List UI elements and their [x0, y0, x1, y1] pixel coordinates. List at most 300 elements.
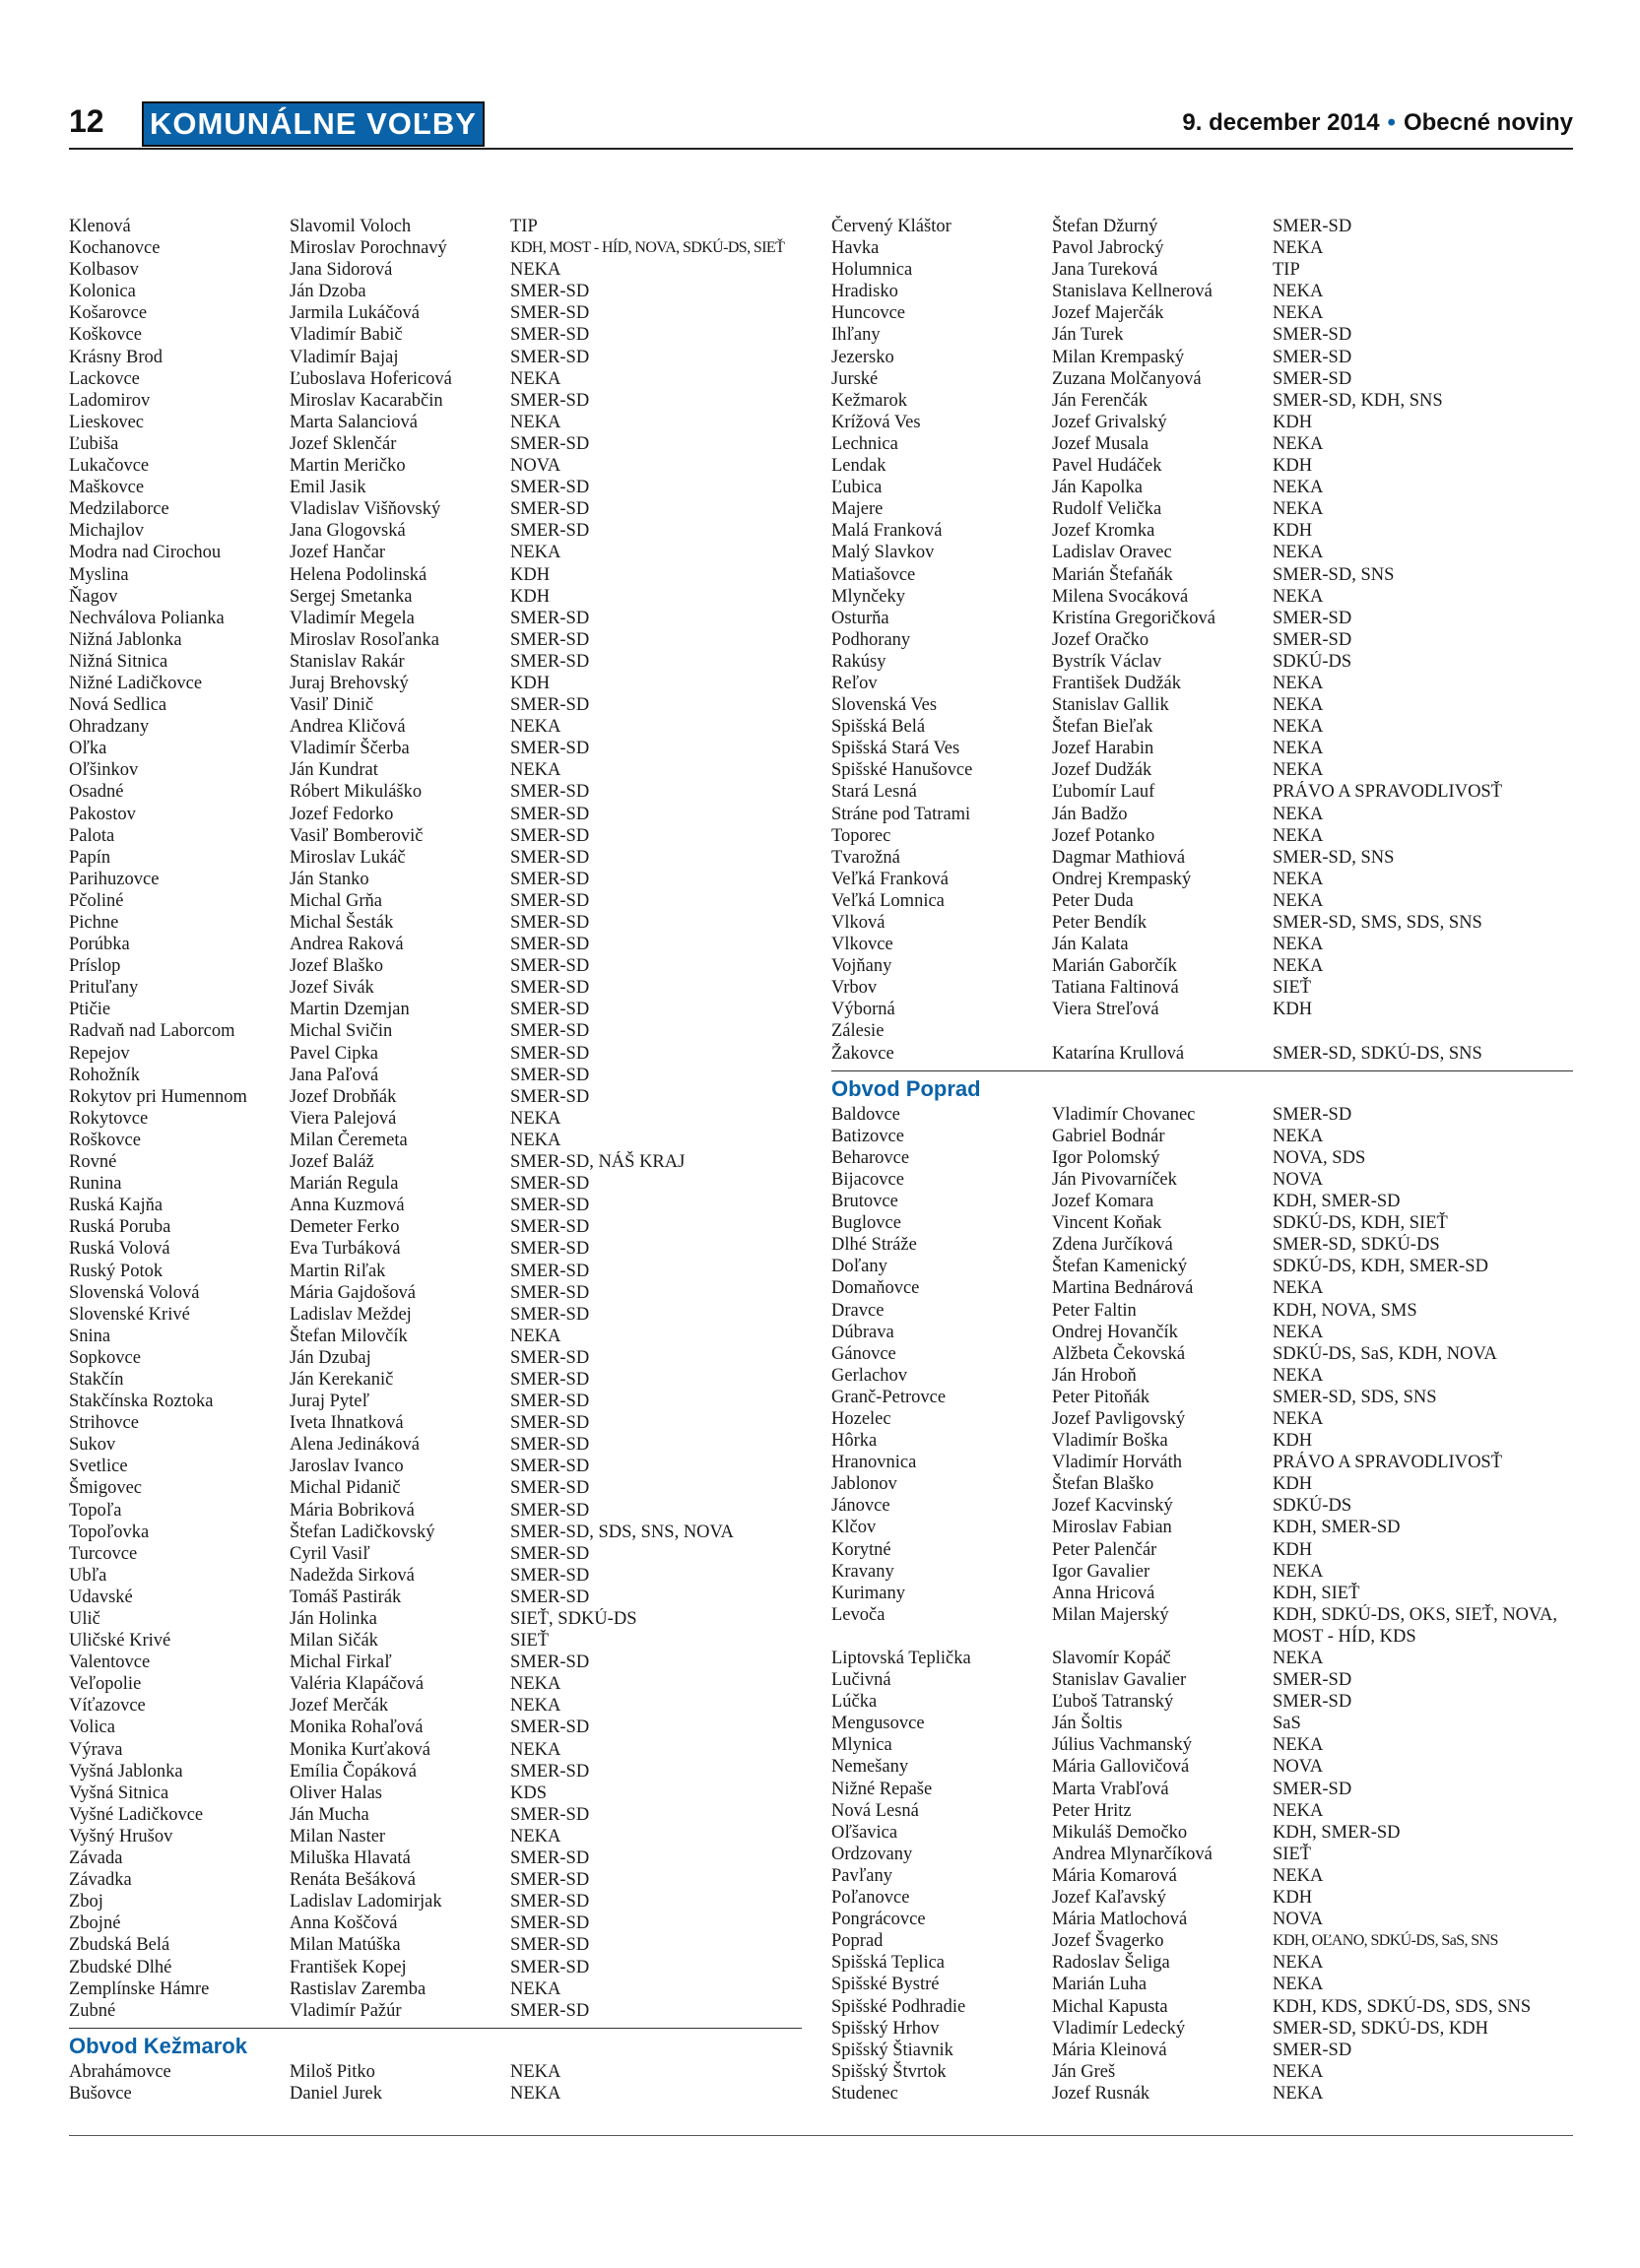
party-cell: KDH, SIEŤ — [1273, 1583, 1360, 1603]
municipality-cell: Runina — [69, 1174, 122, 1195]
municipality-cell: Baldovce — [831, 1104, 900, 1125]
party-cell: NEKA — [1273, 739, 1324, 759]
mayor-cell: Ján Mucha — [290, 1804, 369, 1825]
municipality-cell: Papín — [69, 847, 111, 868]
municipality-cell: Kolonica — [69, 282, 136, 302]
mayor-cell: Vasiľ Dinič — [290, 695, 374, 716]
table-row — [831, 1495, 1573, 1517]
party-cell: NEKA — [510, 412, 561, 432]
mayor-cell: Jozef Baláž — [290, 1152, 374, 1173]
mayor-cell: František Kopej — [290, 1957, 407, 1977]
party-cell: SMER-SD — [510, 913, 590, 933]
party-cell: SMER-SD — [510, 1957, 590, 1977]
mayor-cell: Ladislav Oravec — [1052, 543, 1172, 563]
footer-rule — [69, 2135, 1573, 2136]
municipality-cell: Kolbasov — [69, 260, 139, 281]
table-row — [831, 1844, 1573, 1865]
mayor-cell: Miroslav Rosoľanka — [290, 629, 439, 650]
party-cell: SMER-SD, SMS, SDS, SNS — [1273, 913, 1482, 933]
page-number: 12 — [69, 103, 104, 139]
table-row — [831, 368, 1573, 390]
municipality-cell: Liptovská Teplička — [831, 1649, 971, 1668]
table-row — [831, 1191, 1573, 1212]
municipality-cell: Košarovce — [69, 303, 148, 324]
municipality-cell: Výborná — [831, 1000, 895, 1020]
municipality-cell: Spišský Hrhov — [831, 2018, 940, 2039]
table-row — [69, 1782, 802, 1804]
mayor-cell: Jozef Potanko — [1052, 825, 1155, 846]
party-cell: KDH — [1273, 1000, 1313, 1020]
mayor-cell: Ľuboš Tatranský — [1052, 1692, 1174, 1713]
municipality-cell: Nová Sedlica — [69, 695, 167, 716]
table-row — [69, 1216, 802, 1238]
issue-date: 9. december 2014 — [1182, 109, 1380, 136]
mayor-cell: Ján Ferenčák — [1052, 390, 1148, 411]
table-row — [831, 1800, 1573, 1822]
mayor-cell: Vladimír Ščerba — [290, 739, 410, 759]
municipality-cell: Udavské — [69, 1587, 133, 1607]
municipality-cell: Holumnica — [831, 260, 913, 281]
table-row — [831, 716, 1573, 738]
table-row — [69, 1891, 802, 1912]
mayor-cell: Vasiľ Bomberovič — [290, 825, 424, 846]
mayor-cell: Zdena Jurčíková — [1052, 1235, 1173, 1256]
municipality-cell: Ľubiša — [69, 433, 119, 454]
mayor-cell: Miroslav Fabian — [1052, 1518, 1172, 1538]
mayor-cell: Marián Štefaňák — [1052, 564, 1173, 585]
mayor-cell: Renáta Bešáková — [290, 1870, 416, 1891]
mayor-cell: Jozef Blaško — [290, 956, 384, 977]
table-row — [831, 1669, 1573, 1691]
table-row — [69, 694, 802, 716]
party-cell: KDH, SDKÚ-DS, OKS, SIEŤ, NOVA, MOST - HÍD, KDS — [1273, 1604, 1557, 1647]
party-cell: SMER-SD — [1273, 1779, 1352, 1799]
table-row — [69, 1261, 802, 1282]
table-row — [69, 1043, 802, 1065]
party-cell: KDH, OĽANO, SDKÚ-DS, SaS, SNS — [1273, 1932, 1498, 1950]
party-cell: SMER-SD — [1273, 1692, 1352, 1713]
mayor-cell: Ondrej Krempaský — [1052, 869, 1192, 889]
municipality-cell: Pichne — [69, 913, 119, 933]
municipality-cell: Batizovce — [831, 1126, 904, 1146]
municipality-cell: Bijacovce — [831, 1169, 904, 1190]
mayor-cell: Jozef Grivalský — [1052, 412, 1167, 432]
municipality-cell: Spišské Bystré — [831, 1975, 940, 1995]
table-row — [831, 1713, 1573, 1734]
mayor-cell: Marián Luha — [1052, 1975, 1148, 1995]
mayor-cell: Jozef Kaľavský — [1052, 1888, 1166, 1909]
table-row — [831, 1126, 1573, 1147]
table-row — [69, 281, 802, 302]
mayor-cell: Jana Glogovská — [290, 521, 406, 542]
municipality-cell: Lukačovce — [69, 456, 150, 477]
party-cell: SMER-SD — [510, 1196, 590, 1216]
municipality-cell: Nižné Ladičkovce — [69, 673, 203, 693]
municipality-cell: Pčoliné — [69, 890, 124, 911]
municipality-cell: Stará Lesná — [831, 782, 917, 803]
party-cell: SMER-SD — [510, 1043, 590, 1064]
district-title-kezmarok: Obvod Kežmarok — [69, 2033, 247, 2058]
municipality-cell: Nechválova Polianka — [69, 608, 225, 628]
table-row — [69, 324, 802, 346]
table-row — [831, 498, 1573, 520]
table-row — [69, 1847, 802, 1869]
party-cell: KDH, KDS, SDKÚ-DS, SDS, SNS — [1273, 1996, 1532, 2017]
municipality-cell: Doľany — [831, 1257, 887, 1277]
mayor-cell: Oliver Halas — [290, 1782, 383, 1803]
municipality-cell: Topoľovka — [69, 1522, 150, 1542]
municipality-cell: Levoča — [831, 1604, 886, 1625]
municipality-cell: Žakovce — [831, 1043, 894, 1064]
municipality-cell: Gerlachov — [831, 1365, 908, 1386]
table-row — [69, 1739, 802, 1761]
table-row — [69, 542, 802, 563]
municipality-cell: Sopkovce — [69, 1347, 141, 1368]
table-row — [69, 1195, 802, 1216]
party-cell: SDKÚ-DS, KDH, SIEŤ — [1273, 1213, 1448, 1234]
mayor-cell: Vincent Koňak — [1052, 1213, 1162, 1234]
table-row — [69, 412, 802, 433]
party-cell: SMER-SD — [510, 608, 590, 628]
table-row — [69, 804, 802, 825]
table-row — [831, 1343, 1573, 1365]
party-cell: SMER-SD, SDS, SNS, NOVA — [510, 1522, 734, 1542]
mayor-cell: Peter Pitoňák — [1052, 1387, 1150, 1407]
table-row — [69, 520, 802, 542]
party-cell: NOVA — [510, 456, 561, 477]
table-row — [69, 825, 802, 847]
mayor-cell: Štefan Ladičkovský — [290, 1522, 435, 1542]
mayor-cell: Stanislav Gavalier — [1052, 1670, 1187, 1691]
table-row — [831, 1322, 1573, 1343]
mayor-cell: Anna Hricová — [1052, 1583, 1155, 1603]
table-row — [831, 1020, 1573, 1042]
mayor-cell: Štefan Milovčík — [290, 1326, 408, 1346]
party-cell: NEKA — [510, 1826, 561, 1847]
mayor-cell: Michal Firkaľ — [290, 1652, 392, 1673]
table-row — [69, 586, 802, 608]
mayor-cell: Vladimír Boška — [1052, 1431, 1168, 1452]
party-cell: SMER-SD — [1273, 1670, 1352, 1691]
party-cell: SMER-SD — [510, 1000, 590, 1020]
party-cell: NEKA — [1273, 1735, 1324, 1756]
mayor-cell: Miroslav Porochnavý — [290, 238, 447, 259]
table-row — [831, 347, 1573, 368]
municipality-cell: Michajlov — [69, 521, 145, 542]
mayor-cell: Miroslav Kacarabčin — [290, 390, 443, 411]
table-row — [69, 673, 802, 694]
mayor-cell: Jozef Sklenčár — [290, 433, 397, 454]
party-cell: KDH — [510, 673, 551, 693]
table-row — [69, 2000, 802, 2022]
municipality-cell: Valentovce — [69, 1652, 151, 1673]
table-row — [831, 1212, 1573, 1234]
municipality-cell: Prituľany — [69, 978, 139, 999]
municipality-cell: Príslop — [69, 956, 121, 977]
mayor-cell: Peter Hritz — [1052, 1800, 1132, 1821]
table-row — [831, 1734, 1573, 1756]
party-cell: SMER-SD, SNS — [1273, 564, 1395, 585]
party-cell: SMER-SD — [510, 1174, 590, 1195]
municipality-cell: Klenová — [69, 217, 131, 236]
municipality-cell: Klčov — [831, 1518, 877, 1538]
municipality-cell: Malý Slavkov — [831, 543, 935, 563]
table-row — [831, 1865, 1573, 1887]
party-cell: SMER-SD — [1273, 325, 1352, 346]
municipality-cell: Nová Lesná — [831, 1800, 919, 1821]
municipality-cell: Tvarožná — [831, 847, 900, 868]
mayor-cell: Michal Kapusta — [1052, 1996, 1168, 2017]
party-cell: SMER-SD — [1273, 608, 1352, 628]
mayor-cell: Demeter Ferko — [290, 1217, 400, 1238]
municipality-cell: Nižná Jablonka — [69, 629, 182, 650]
mayor-cell: Valéria Klapáčová — [290, 1674, 425, 1695]
mayor-cell: Katarína Krullová — [1052, 1043, 1185, 1064]
party-cell: SMER-SD — [510, 1261, 590, 1281]
table-row — [69, 1826, 802, 1847]
mayor-cell: Rastislav Zaremba — [290, 1978, 426, 1999]
table-row — [831, 1365, 1573, 1387]
municipality-cell: Huncovce — [831, 303, 905, 324]
table-row — [69, 890, 802, 912]
municipality-cell: Nižná Sitnica — [69, 651, 168, 672]
municipality-cell: Lendak — [831, 456, 886, 477]
party-cell: SMER-SD — [510, 433, 590, 454]
party-cell: SMER-SD — [510, 2000, 590, 2021]
table-row — [831, 216, 1573, 237]
mayor-cell: Milan Matúška — [290, 1935, 401, 1956]
mayor-cell: Marta Vrabľová — [1052, 1779, 1169, 1799]
party-cell: SMER-SD — [510, 1478, 590, 1499]
municipality-cell: Beharovce — [831, 1147, 910, 1168]
party-cell: KDH, SMER-SD — [1273, 1822, 1401, 1843]
mayor-cell: Pavel Cipka — [290, 1043, 378, 1064]
municipality-cell: Havka — [831, 238, 880, 259]
municipality-cell: Uličské Krivé — [69, 1631, 171, 1652]
table-row — [69, 347, 802, 368]
party-cell: SMER-SD, SNS — [1273, 847, 1395, 868]
municipality-cell: Vyšné Ladičkovce — [69, 1804, 204, 1825]
municipality-cell: Krížová Ves — [831, 412, 921, 432]
municipality-cell: Myslina — [69, 564, 129, 585]
party-cell: NEKA — [1273, 282, 1324, 302]
party-cell: SMER-SD — [510, 1913, 590, 1934]
table-row — [69, 1957, 802, 1978]
municipality-cell: Ptičie — [69, 1000, 111, 1020]
mayor-cell: Ján Kalata — [1052, 935, 1129, 955]
party-cell: SIEŤ — [1273, 1844, 1312, 1864]
mayor-cell: Ladislav Meždej — [290, 1304, 412, 1325]
party-cell: KDH — [1273, 456, 1313, 477]
municipality-cell: Rovné — [69, 1152, 117, 1173]
table-row — [69, 1347, 802, 1369]
mayor-cell: Jaroslav Ivanco — [290, 1457, 404, 1477]
mayor-cell: Jozef Rusnák — [1052, 2083, 1150, 2104]
party-cell: KDH — [510, 564, 551, 585]
publication-name: Obecné noviny — [1403, 109, 1573, 136]
mayor-cell: Michal Grňa — [290, 890, 383, 911]
table-row — [69, 1173, 802, 1195]
table-row — [69, 390, 802, 412]
party-cell: NEKA — [1273, 433, 1324, 454]
party-cell: NEKA — [1273, 760, 1324, 781]
mayor-cell: Miluška Hlavatá — [290, 1848, 411, 1869]
mayor-cell: Tatiana Faltinová — [1052, 978, 1179, 999]
municipality-cell: Spišské Podhradie — [831, 1996, 966, 2017]
party-cell: SMER-SD — [1273, 2040, 1352, 2060]
table-row — [69, 759, 802, 781]
party-cell: KDH — [1273, 1474, 1313, 1495]
mayor-cell: Martin Riľak — [290, 1261, 386, 1281]
table-row — [831, 1256, 1573, 1277]
party-cell: SMER-SD — [510, 1804, 590, 1825]
mayor-cell: Viera Palejová — [290, 1108, 397, 1129]
municipality-cell: Pakostov — [69, 804, 136, 824]
party-cell: SMER-SD, SDKÚ-DS, KDH — [1273, 2018, 1488, 2039]
municipality-cell: Abrahámovce — [69, 2061, 171, 2082]
municipality-cell: Studenec — [831, 2083, 898, 2104]
mayor-cell: Jarmila Lukáčová — [290, 303, 421, 324]
table-row — [831, 804, 1573, 825]
municipality-cell: Nemešany — [831, 1757, 909, 1778]
table-row — [831, 2061, 1573, 2083]
municipality-cell: Hradisko — [831, 282, 898, 302]
table-row — [831, 1952, 1573, 1974]
mayor-cell: Vladimír Ledecký — [1052, 2018, 1186, 2039]
table-row — [831, 1452, 1573, 1473]
party-cell: TIP — [510, 217, 538, 236]
party-cell: SMER-SD — [510, 825, 590, 846]
party-cell: NEKA — [1273, 673, 1324, 693]
municipality-cell: Malá Franková — [831, 521, 943, 542]
municipality-cell: Strihovce — [69, 1413, 139, 1434]
party-cell: SMER-SD — [510, 521, 590, 542]
party-cell: SMER-SD — [510, 1543, 590, 1564]
mayor-cell: Andrea Kličová — [290, 717, 406, 738]
table-row — [831, 1387, 1573, 1408]
party-cell: SMER-SD — [510, 1369, 590, 1390]
mayor-cell: Jozef Fedorko — [290, 804, 394, 824]
municipality-cell: Stakčín — [69, 1369, 124, 1390]
municipality-cell: Jablonov — [831, 1474, 897, 1495]
mayor-cell: Vladimír Megela — [290, 608, 415, 628]
party-cell: SDKÚ-DS — [1273, 1496, 1352, 1517]
mayor-cell: Juraj Pyteľ — [290, 1392, 369, 1412]
municipality-cell: Závadka — [69, 1870, 132, 1891]
municipality-cell: Jánovce — [831, 1496, 890, 1517]
municipality-cell: Ruská Poruba — [69, 1217, 171, 1238]
table-row — [69, 1934, 802, 1956]
party-cell: KDH, MOST - HÍD, NOVA, SDKÚ-DS, SIEŤ — [510, 239, 785, 257]
district-title-poprad: Obvod Poprad — [831, 1075, 981, 1101]
mayor-cell: Štefan Bieľak — [1052, 717, 1153, 738]
table-row — [831, 1756, 1573, 1778]
municipality-cell: Vrbov — [831, 978, 878, 999]
municipality-cell: Stakčínska Roztoka — [69, 1392, 214, 1412]
municipality-cell: Výrava — [69, 1739, 123, 1760]
table-row — [69, 2083, 802, 2105]
mayor-cell: Stanislav Gallik — [1052, 695, 1169, 716]
municipality-cell: Kravany — [831, 1561, 894, 1582]
mayor-cell: Vladimír Babič — [290, 325, 403, 346]
table-row — [831, 1822, 1573, 1844]
table-row — [831, 759, 1573, 781]
party-cell: SMER-SD — [510, 695, 590, 716]
mayor-cell: Jozef Merčák — [290, 1696, 389, 1717]
party-cell: NEKA — [1273, 499, 1324, 520]
mayor-cell: Mária Kleinová — [1052, 2040, 1167, 2060]
mayor-cell: Pavel Hudáček — [1052, 456, 1162, 477]
mayor-cell: Róbert Mikuláško — [290, 782, 423, 803]
mayor-cell: Ján Kapolka — [1052, 478, 1143, 498]
mayor-cell: Juraj Brehovský — [290, 673, 409, 693]
municipality-cell: Ruská Volová — [69, 1239, 170, 1260]
table-row — [831, 738, 1573, 759]
municipality-cell: Spišská Belá — [831, 717, 926, 738]
party-cell: NEKA — [1273, 1278, 1324, 1299]
party-cell: SMER-SD — [510, 869, 590, 889]
party-cell: NOVA — [1273, 1910, 1324, 1930]
table-row — [69, 1304, 802, 1326]
party-cell: NEKA — [1273, 1953, 1324, 1974]
municipality-cell: Jurské — [831, 368, 879, 389]
mayor-cell: Iveta Ihnatková — [290, 1413, 404, 1434]
table-row — [69, 477, 802, 498]
party-cell: NEKA — [510, 1696, 561, 1717]
mayor-cell: Nadežda Sirková — [290, 1565, 415, 1586]
mayor-cell: Daniel Jurek — [290, 2083, 383, 2104]
municipality-cell: Zboj — [69, 1892, 103, 1912]
party-cell: PRÁVO A SPRAVODLIVOSŤ — [1273, 782, 1503, 803]
mayor-cell: Peter Palenčár — [1052, 1539, 1157, 1560]
party-cell: SIEŤ — [1273, 978, 1312, 999]
table-row — [69, 608, 802, 629]
table-row — [69, 498, 802, 520]
municipality-cell: Ňagov — [69, 586, 118, 607]
table-row — [831, 651, 1573, 673]
mayor-cell: Andrea Mlynarčíková — [1052, 1844, 1213, 1864]
party-cell: SMER-SD — [510, 1717, 590, 1738]
table-row — [831, 1930, 1573, 1952]
party-cell: SMER-SD — [510, 390, 590, 411]
municipality-cell: Vyšná Jablonka — [69, 1761, 183, 1782]
mayor-cell: Peter Faltin — [1052, 1300, 1137, 1321]
kezmarok-results-list-right — [831, 216, 1573, 1065]
mayor-cell: Sergej Smetanka — [290, 586, 413, 607]
mayor-cell: Jozef Kacvinský — [1052, 1496, 1173, 1517]
table-row — [831, 608, 1573, 629]
mayor-cell: Mária Gallovičová — [1052, 1757, 1190, 1778]
mayor-cell: Michal Pidanič — [290, 1478, 401, 1499]
table-row — [69, 1412, 802, 1434]
mayor-cell: Štefan Blaško — [1052, 1474, 1154, 1495]
mayor-cell: Ľuboslava Hofericová — [290, 368, 452, 389]
municipality-cell: Závada — [69, 1848, 123, 1869]
party-cell: KDH — [1273, 1431, 1313, 1452]
party-cell: SMER-SD — [510, 1652, 590, 1673]
municipality-cell: Pongrácovce — [831, 1910, 926, 1930]
party-cell — [1273, 1020, 1573, 1042]
section-label: KOMUNÁLNE VOĽBY — [142, 101, 485, 147]
mayor-cell: Vladimír Chovanec — [1052, 1104, 1196, 1125]
municipality-cell: Ruský Potok — [69, 1261, 164, 1281]
table-row — [69, 1587, 802, 1608]
table-row — [69, 1477, 802, 1499]
municipality-cell: Ruská Kajňa — [69, 1196, 164, 1216]
party-cell: SMER-SD — [510, 1239, 590, 1260]
municipality-cell: Oľšinkov — [69, 760, 139, 781]
municipality-cell: Osturňa — [831, 608, 889, 628]
